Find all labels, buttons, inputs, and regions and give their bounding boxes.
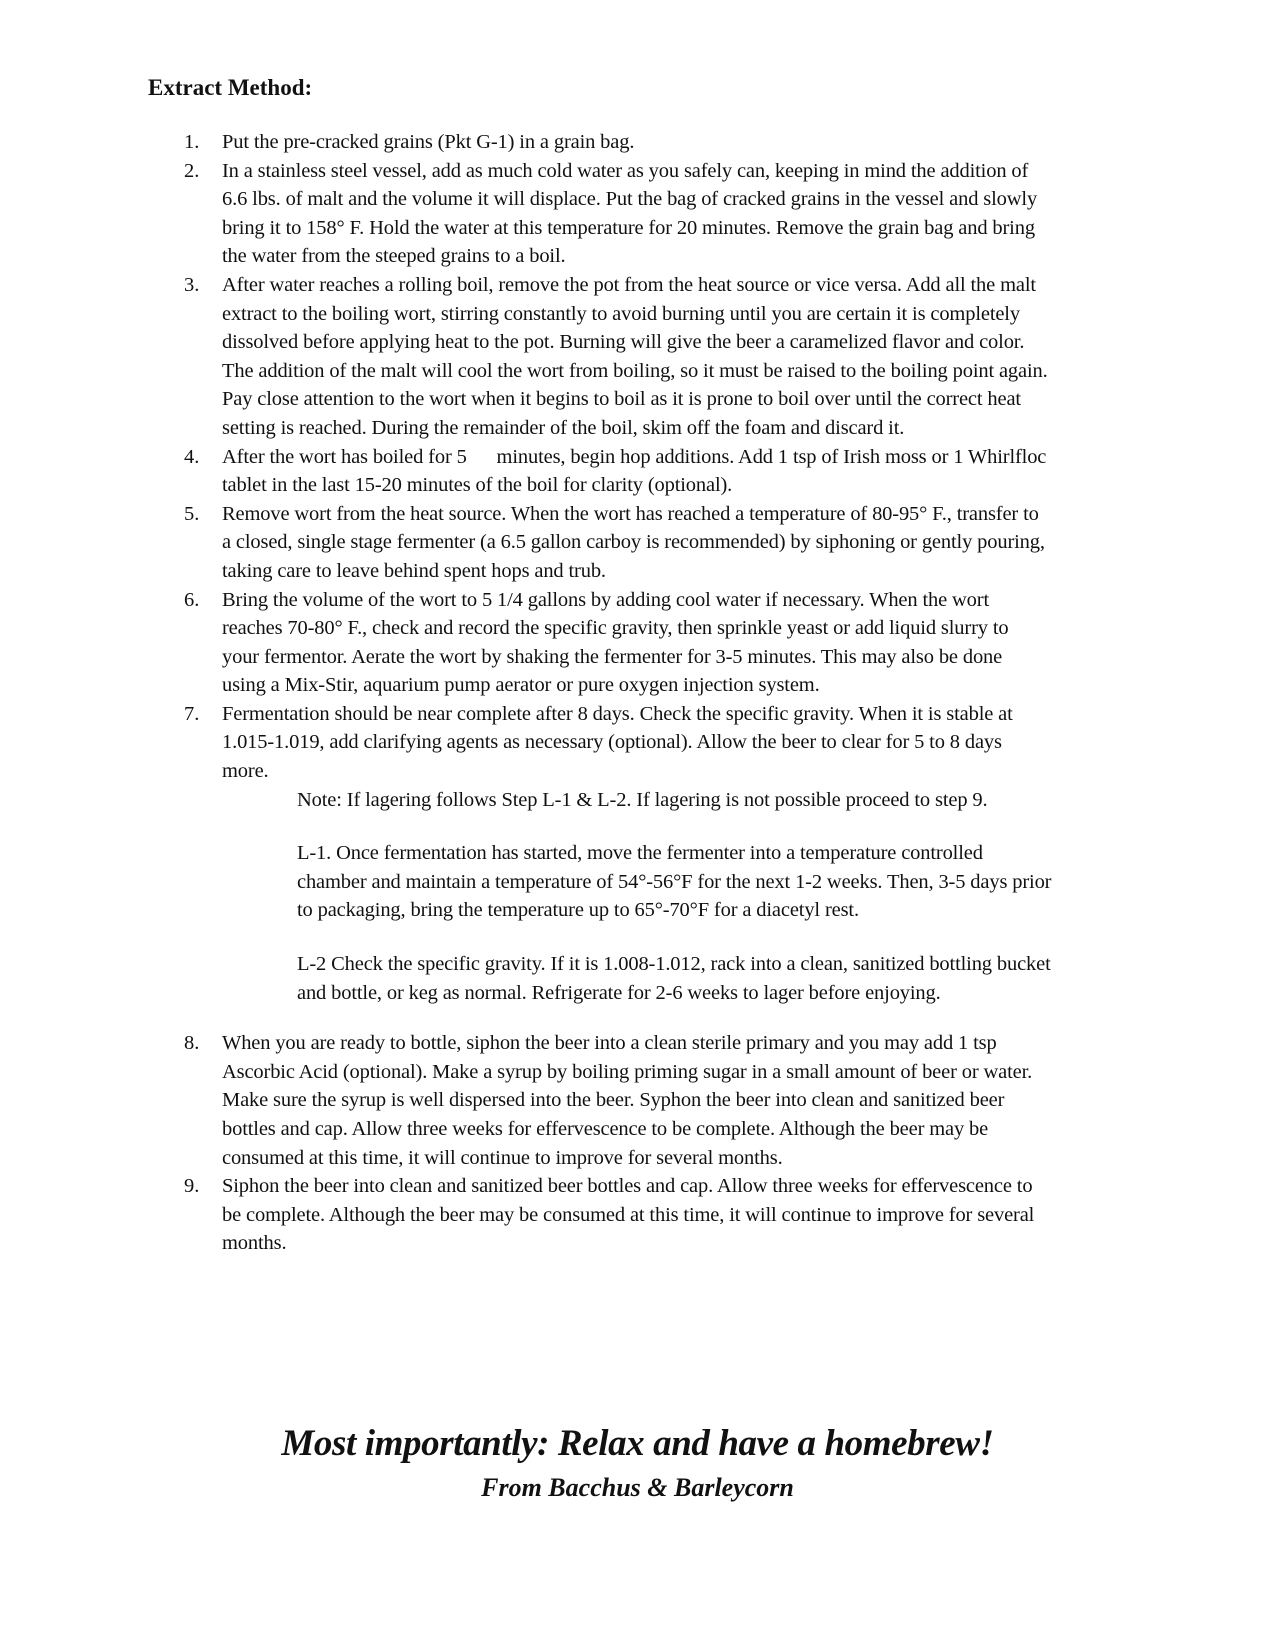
step-number: 8. xyxy=(184,1032,200,1055)
step-line: 6.6 lbs. of malt and the volume it will displace. Put the bag of cracked grains in the vessel and slowly xyxy=(222,188,1038,211)
step-line: dissolved before applying heat to the pot. Burning will give the beer a caramelized flavor and color. xyxy=(222,331,1025,354)
step-text xyxy=(222,586,1122,700)
l1-line: to packaging, bring the temperature up to 65°-70°F for a diacetyl rest. xyxy=(297,899,859,922)
step-line: using a Mix-Stir, aquarium pump aerator or pure oxygen injection system. xyxy=(222,674,820,697)
step-line: months. xyxy=(222,1232,287,1255)
step-item xyxy=(0,1029,1275,1172)
section-heading: Extract Method: xyxy=(148,75,313,100)
step-number: 1. xyxy=(184,131,200,153)
step-item xyxy=(0,1172,1275,1258)
step-line: 1.015-1.019, add clarifying agents as necessary (optional). Allow the beer to clear for 5 to 8 days xyxy=(222,731,1002,754)
step-line: Ascorbic Acid (optional). Make a syrup by boiling priming sugar in a small amount of beer or water. xyxy=(222,1060,1033,1083)
step-text xyxy=(222,700,1122,786)
step-line: your fermentor. Aerate the wort by shaking the fermenter for 3-5 minutes. This may also be done xyxy=(222,645,1003,668)
step-number: 7. xyxy=(184,702,200,725)
step-text xyxy=(222,1029,1122,1172)
step-line: Bring the volume of the wort to 5 1/4 gallons by adding cool water if necessary. When the wort xyxy=(222,588,989,611)
steps-list xyxy=(0,128,1275,1258)
step-line: tablet in the last 15-20 minutes of the boil for clarity (optional). xyxy=(222,474,733,497)
step-line: Remove wort from the heat source. When the wort has reached a temperature of 80-95° F., transfer to xyxy=(222,502,1039,525)
step-line: In a stainless steel vessel, add as much cold water as you safely can, keeping in mind the addition of xyxy=(222,159,1029,182)
step-line: Siphon the beer into clean and sanitized beer bottles and cap. Allow three weeks for effervescence to xyxy=(222,1175,1033,1198)
l2-line: L-2 Check the specific gravity. If it is 1.008-1.012, rack into a clean, sanitized bottling bucket xyxy=(297,953,1051,976)
lagering-step-l1 xyxy=(297,839,1117,925)
step-item xyxy=(0,700,1275,786)
step-text xyxy=(222,128,1122,157)
step-number: 9. xyxy=(184,1175,200,1198)
step-item xyxy=(0,500,1275,586)
step-item xyxy=(0,443,1275,500)
step-line: Make sure the syrup is well dispersed into the beer. Syphon the beer into clean and sanitized beer xyxy=(222,1089,1005,1112)
step-line: After water reaches a rolling boil, remove the pot from the heat source or vice versa. Add all the malt xyxy=(222,273,1036,296)
step-text xyxy=(222,1172,1122,1258)
step-line: Fermentation should be near complete after 8 days. Check the specific gravity. When it is stable at xyxy=(222,702,1013,725)
l1-line: L-1. Once fermentation has started, move the fermenter into a temperature controlled xyxy=(297,842,983,865)
step-line: taking care to leave behind spent hops and trub. xyxy=(222,559,606,582)
step-line: more. xyxy=(222,760,269,783)
step-number: 2. xyxy=(184,159,200,182)
step-number: 3. xyxy=(184,273,200,296)
step-text xyxy=(222,157,1122,271)
step-line: setting is reached. During the remainder of the boil, skim off the foam and discard it. xyxy=(222,416,905,439)
step-line: the water from the steeped grains to a boil. xyxy=(222,245,566,268)
step-text xyxy=(222,443,1122,500)
step-line: When you are ready to bottle, siphon the beer into a clean sterile primary and you may add 1 tsp xyxy=(222,1032,997,1055)
step-item xyxy=(0,271,1275,443)
step-line: The addition of the malt will cool the wort from boiling, so it must be raised to the boiling point again. xyxy=(222,359,1048,382)
l2-line: and bottle, or keg as normal. Refrigerate for 2-6 weeks to lager before enjoying. xyxy=(297,981,941,1004)
step-line: extract to the boiling wort, stirring constantly to avoid burning until you are certain it is completely xyxy=(222,302,1020,325)
step-line: Put the pre-cracked grains (Pkt G-1) in a grain bag. xyxy=(222,131,635,153)
step-line: Pay close attention to the wort when it begins to boil as it is prone to boil over until the correct heat xyxy=(222,388,1021,411)
step-number: 6. xyxy=(184,588,200,611)
step-number: 5. xyxy=(184,502,200,525)
step-line: bring it to 158° F. Hold the water at this temperature for 20 minutes. Remove the grain bag and bring xyxy=(222,216,1035,239)
step-line: be complete. Although the beer may be consumed at this time, it will continue to improve for several xyxy=(222,1203,1035,1226)
step-line: consumed at this time, it will continue to improve for several months. xyxy=(222,1146,783,1169)
step-item xyxy=(0,586,1275,700)
lagering-step-l2 xyxy=(297,950,1117,1007)
step-item xyxy=(0,157,1275,271)
step-line: a closed, single stage fermenter (a 6.5 gallon carboy is recommended) by siphoning or gently pouring, xyxy=(222,531,1045,554)
closing-credit: From Bacchus & Barleycorn xyxy=(481,1473,794,1502)
step-item xyxy=(0,128,1275,157)
lagering-note: Note: If lagering follows Step L-1 & L-2. If lagering is not possible proceed to step 9. xyxy=(297,788,988,811)
lagering-notes xyxy=(297,786,1117,1008)
step-line: reaches 70-80° F., check and record the specific gravity, then sprinkle yeast or add liquid slurry to xyxy=(222,617,1009,640)
step-line: After the wort has boiled for 5 minutes, begin hop additions. Add 1 tsp of Irish moss or 1 Whirlfloc xyxy=(222,445,1047,468)
step-number: 4. xyxy=(184,445,200,468)
step-line: bottles and cap. Allow three weeks for effervescence to be complete. Although the beer may be xyxy=(222,1118,989,1140)
step-text xyxy=(222,500,1122,586)
step-text xyxy=(222,271,1122,443)
closing-tagline: Most importantly: Relax and have a homebrew! xyxy=(281,1423,994,1464)
l1-line: chamber and maintain a temperature of 54°-56°F for the next 1-2 weeks. Then, 3-5 days prior xyxy=(297,870,1052,893)
